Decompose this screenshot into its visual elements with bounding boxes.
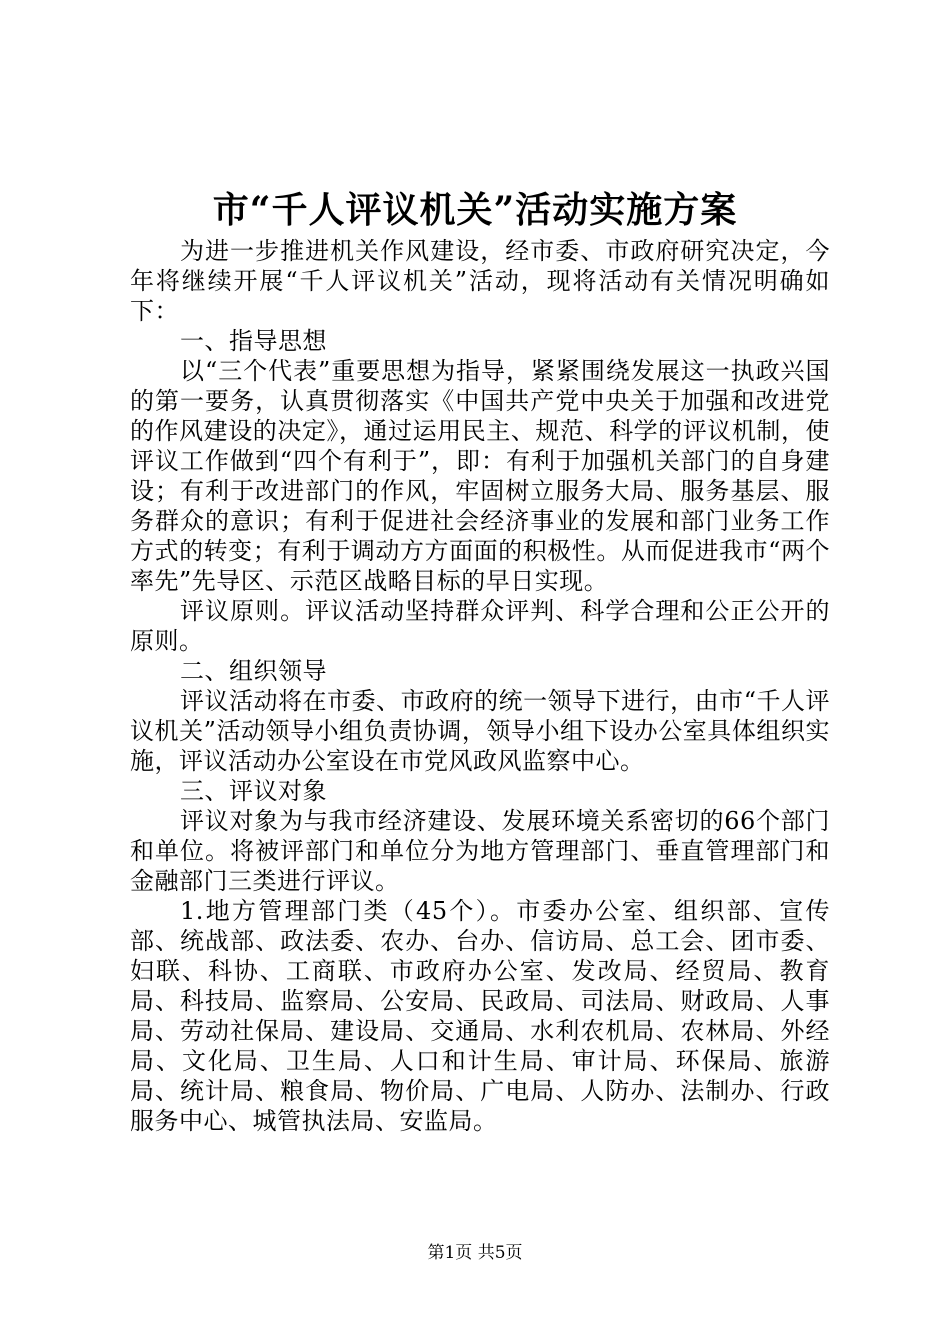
local-departments-paragraph: 1.地方管理部门类（45个）。市委办公室、组织部、宣传部、统战部、政法委、农办、台办、信访局、总工会、团市委、妇联、科协、工商联、市政府办公室、发改局、经贸局、教育局、科技局、监察局、公安局、民政局、司法局、财政局、人事局、劳动社保局、建设局、交通局、水利农机局、农林局、外经局、文化局、卫生局、人口和计生局、审计局、环保局、旅游局、统计局、粮食局、物价局、广电局、人防办、法制办、行政服务中心、城管执法局、安监局。 bbox=[130, 897, 830, 1135]
section-heading-targets: 三、评议对象 bbox=[180, 777, 327, 805]
principle-paragraph: 评议原则。评议活动坚持群众评判、科学合理和公正公开的原则。 bbox=[130, 597, 830, 655]
targets-paragraph: 评议对象为与我市经济建设、发展环境关系密切的66个部门和单位。将被评部门和单位分为地方管理部门、垂直管理部门和金融部门三类进行评议。 bbox=[130, 807, 830, 895]
section-heading-organization: 二、组织领导 bbox=[180, 657, 327, 685]
page-number-footer: 第1页 共5页 bbox=[427, 1243, 523, 1263]
document-title: 市“千人评议机关”活动实施方案 bbox=[212, 189, 738, 231]
section-heading-guiding-thought: 一、指导思想 bbox=[180, 327, 327, 355]
guiding-thought-paragraph: 以“三个代表”重要思想为指导，紧紧围绕发展这一执政兴国的第一要务，认真贯彻落实《中国共产党中央关于加强和改进党的作风建设的决定》，通过运用民主、规范、科学的评议机制，使评议工作做到“四个有利于”，即：有利于加强机关部门的自身建设；有利于改进部门的作风，牢固树立服务大局、服务基层、服务群众的意识；有利于促进社会经济事业的发展和部门业务工作方式的转变；有利于调动方方面面的积极性。从而促进我市“两个率先”先导区、示范区战略目标的早日实现。 bbox=[130, 357, 830, 595]
intro-paragraph: 为进一步推进机关作风建设，经市委、市政府研究决定，今年将继续开展“千人评议机关”活动，现将活动有关情况明确如下： bbox=[130, 237, 830, 325]
document-body bbox=[130, 236, 830, 1136]
organization-paragraph: 评议活动将在市委、市政府的统一领导下进行，由市“千人评议机关”活动领导小组负责协调，领导小组下设办公室具体组织实施，评议活动办公室设在市党风政风监察中心。 bbox=[130, 687, 830, 775]
